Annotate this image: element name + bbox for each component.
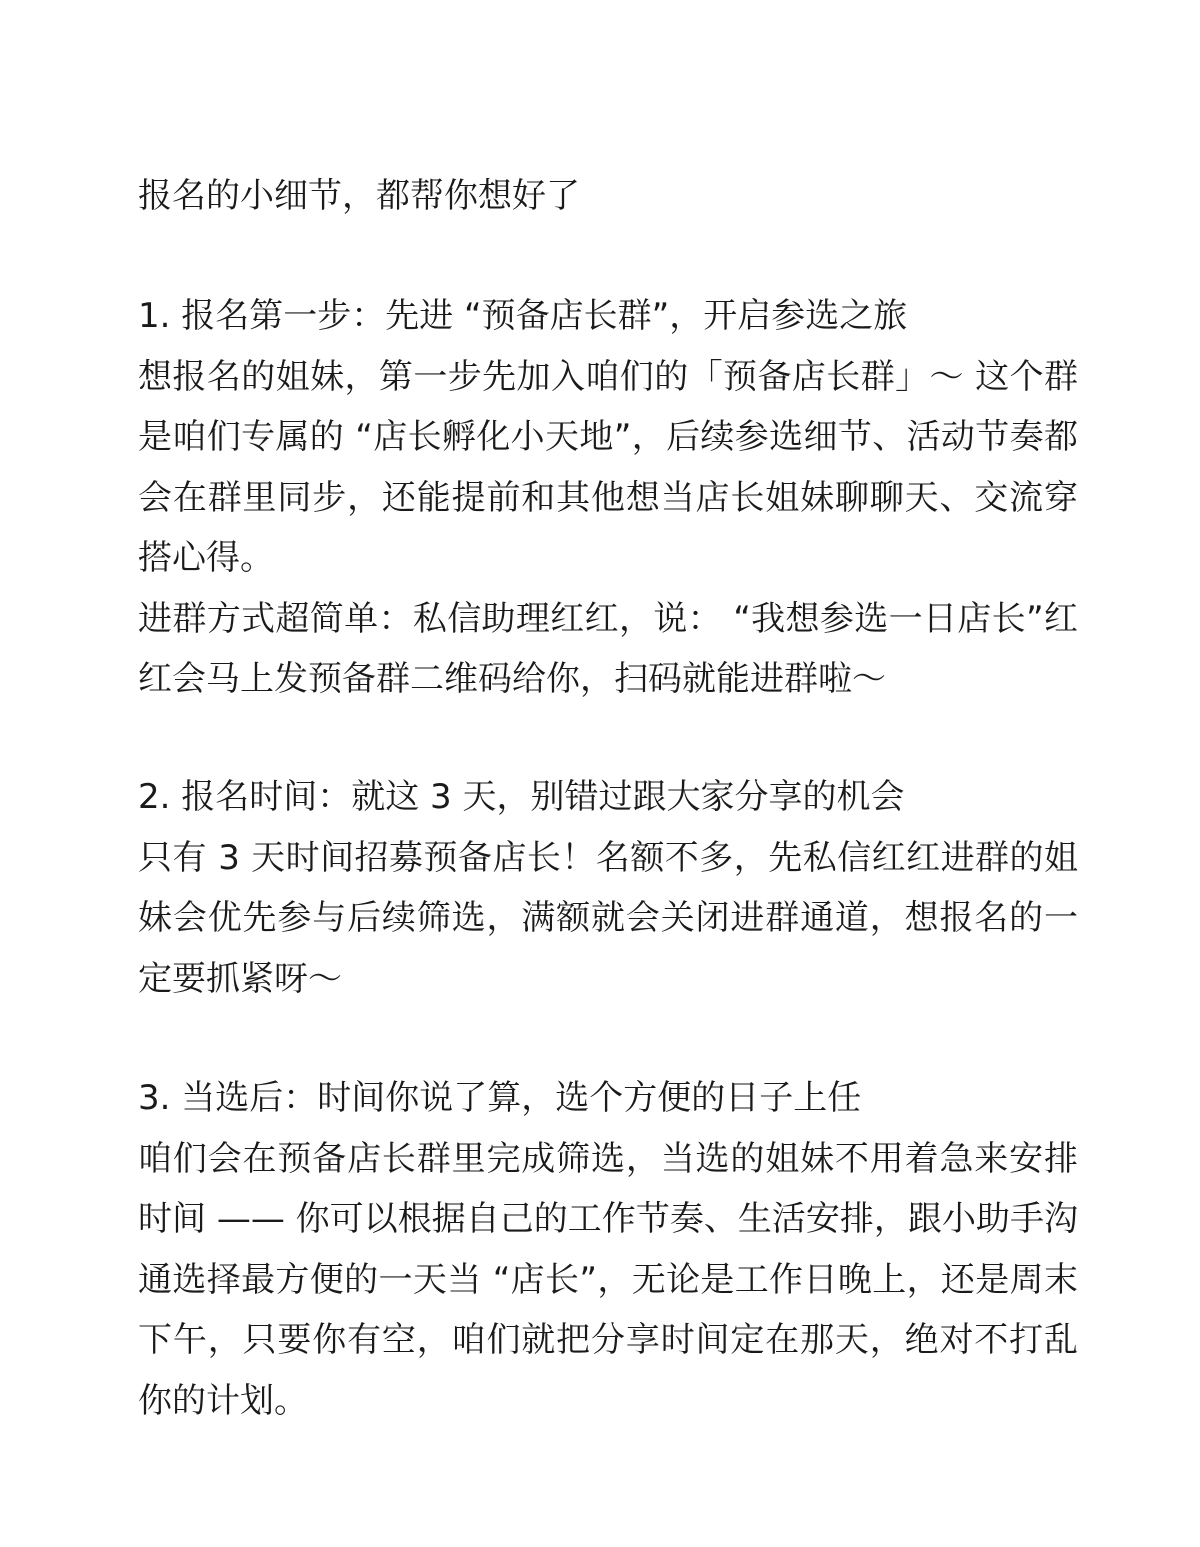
section-heading: 1. 报名第一步：先进 “预备店长群”，开启参选之旅 (138, 296, 908, 336)
section-paragraph: 进群方式超简单：私信助理红红，说： “我想参选一日店长”红红会马上发预备群二维码给你，扫码就能进群啦～ (138, 598, 1078, 699)
section-signup-step-one (138, 286, 1078, 710)
section-signup-time (138, 767, 1078, 1009)
section-paragraph: 咱们会在预备店长群里完成筛选，当选的姐妹不用着急来安排时间 —— 你可以根据自己的工作节奏、生活安排，跟小助手沟通选择最方便的一天当 “店长”，无论是工作日晚上，还是周末下午，只要你有空，咱们就把分享时间定在那天，绝对不打乱你的计划。 (138, 1138, 1078, 1421)
section-paragraph: 想报名的姐妹，第一步先加入咱们的「预备店长群」～ 这个群是咱们专属的 “店长孵化小天地”，后续参选细节、活动节奏都会在群里同步，还能提前和其他想当店长姐妹聊聊天、交流穿搭心得。 (138, 356, 1078, 578)
section-heading: 3. 当选后：时间你说了算，选个方便的日子上任 (138, 1078, 862, 1118)
section-after-selection (138, 1068, 1078, 1431)
section-paragraph: 只有 3 天时间招募预备店长！名额不多，先私信红红进群的姐妹会优先参与后续筛选，满额就会关闭进群通道，想报名的一定要抓紧呀～ (138, 837, 1078, 999)
section-heading: 2. 报名时间：就这 3 天，别错过跟大家分享的机会 (138, 777, 905, 817)
document-title: 报名的小细节，都帮你想好了 (138, 176, 580, 216)
